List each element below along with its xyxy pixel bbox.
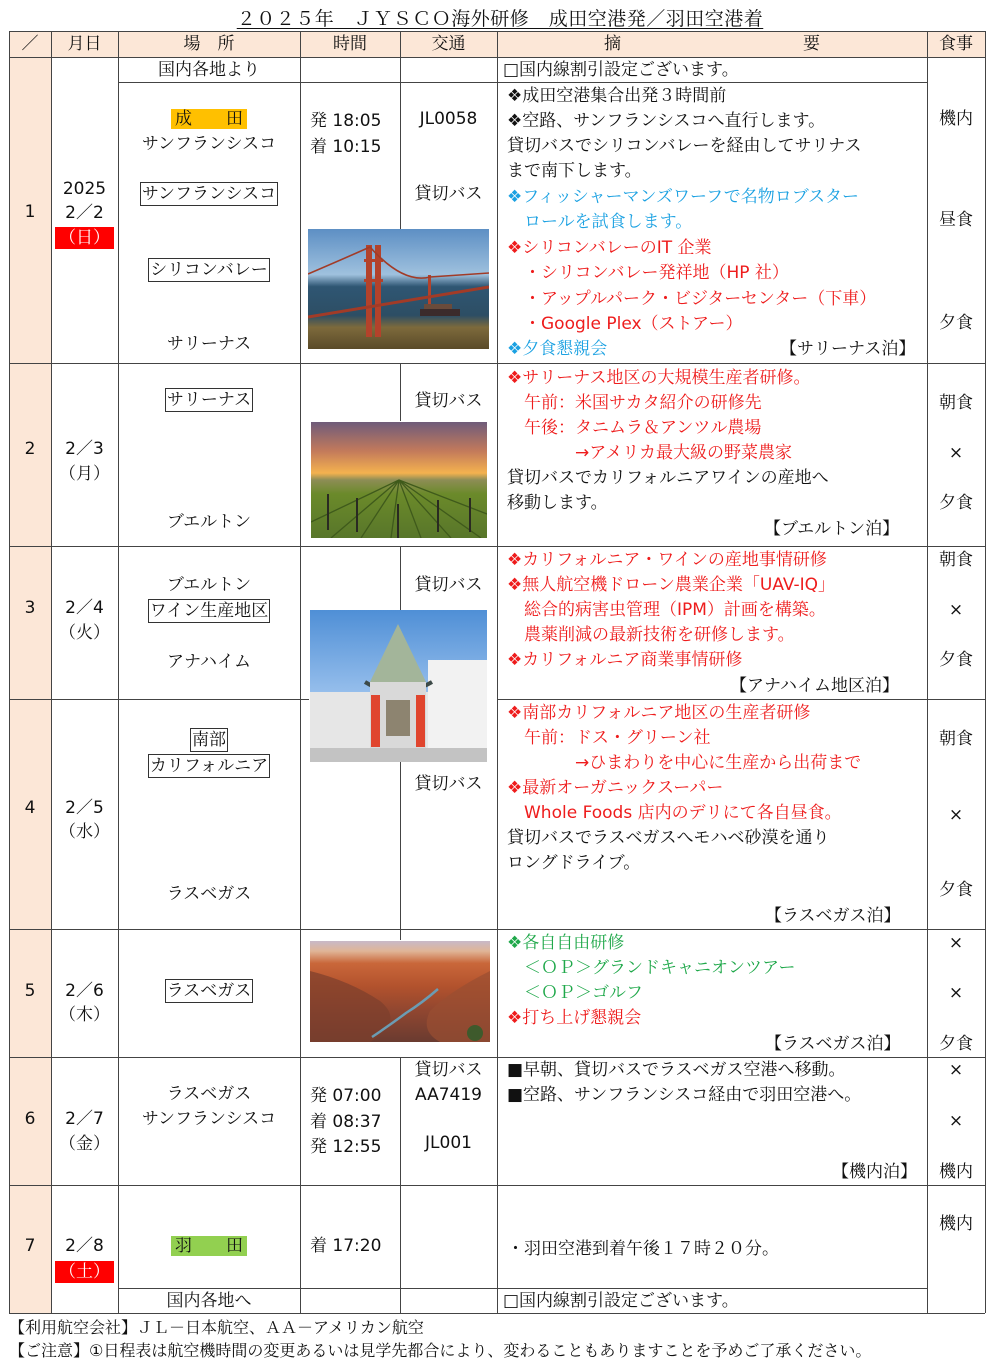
meal: 昼食 (939, 210, 973, 230)
place: ラスベガス (166, 1084, 252, 1104)
day-of-week: （金） (59, 1134, 110, 1154)
summary-line: →ひまわりを中心に生産から出荷まで (507, 753, 862, 773)
place-boxed: ワイン生産地区 (149, 601, 269, 621)
place-boxed: ラスベガス (166, 981, 252, 1001)
transport: 貸切バス (414, 575, 483, 595)
date: 2／5 (65, 798, 104, 818)
place-destination: 国内各地へ (166, 1291, 252, 1311)
header-date: 月日 (67, 34, 102, 54)
summary-line: 午後：タニムラ＆アンツル農場 (507, 418, 762, 438)
transport: AA7419 (415, 1085, 482, 1105)
summary-line: 貸切バスでカリフォルニアワインの産地へ (507, 468, 829, 488)
summary-line: 午前：米国サカタ紹介の研修先 (507, 393, 762, 413)
day-of-week-badge: （土） (51, 1260, 118, 1285)
overnight-stay: 【ラスベガス泊】 (765, 1034, 901, 1054)
transport: 貸切バス (414, 774, 483, 794)
meal: 機内 (939, 1214, 973, 1234)
summary-line: ❖成田空港集合出発３時間前 (507, 86, 727, 106)
place-departure-origin: 国内各地より (158, 60, 260, 80)
transport: JL001 (425, 1133, 472, 1153)
time: 発 12:55 (310, 1137, 382, 1157)
meal: × (948, 933, 964, 953)
place-narita: 成 田 (118, 107, 300, 132)
meal: 夕食 (939, 313, 973, 333)
disclaimer-note: 【ご注意】①日程表は航空機時間の変更あるいは見学先都合により、変わることもありますことを予めご了承ください。 (9, 1341, 872, 1360)
summary-line: 貸切バスでラスベガスへモハベ砂漠を通り (507, 828, 830, 848)
meal: × (948, 1060, 964, 1080)
summary-line: ❖各自自由研修 (507, 933, 625, 953)
meal: 朝食 (939, 550, 973, 570)
overnight-stay: 【機内泊】 (832, 1162, 917, 1182)
summary-line: 移動します。 (507, 493, 608, 513)
summary-line: ・アップルパーク・ビジターセンター（下車） (507, 289, 877, 309)
day-number: 2 (24, 439, 36, 459)
day-of-week: （月） (59, 464, 110, 484)
summary-line: ・Google Plex（ストアー） (507, 314, 743, 334)
day-number: 3 (24, 598, 36, 618)
place: サンフランシスコ (141, 1109, 277, 1129)
meal: 機内 (939, 1162, 973, 1182)
summary-pre: □国内線割引設定ございます。 (503, 60, 739, 80)
summary-line: 農薬削減の最新技術を研修します。 (507, 625, 795, 645)
summary-line: ❖夕食懇親会 (507, 339, 608, 359)
time: 発 07:00 (310, 1086, 382, 1106)
summary-line: ・シリコンバレー発祥地（HP 社） (507, 263, 789, 283)
meal: 朝食 (939, 393, 973, 413)
place-haneda: 羽 田 (118, 1234, 300, 1259)
summary-line: ・羽田空港到着午後１７時２０分。 (507, 1239, 779, 1259)
summary-line: ❖カリフォルニア商業事情研修 (507, 650, 743, 670)
day-of-week: （水） (59, 822, 110, 842)
day-number: 5 (24, 981, 36, 1001)
place-boxed: 南部 (192, 730, 226, 750)
summary-line: →アメリカ最大級の野菜農家 (507, 443, 793, 463)
place-boxed: カリフォルニア (149, 756, 269, 776)
place: ラスベガス (166, 884, 252, 904)
header-summary-right: 要 (803, 34, 820, 54)
meal: 夕食 (939, 880, 973, 900)
meal: 朝食 (939, 729, 973, 749)
summary-line: ロールを試食します。 (507, 212, 693, 232)
header-meal: 食事 (939, 34, 973, 54)
time: 発 18:05 (310, 111, 382, 131)
meal: × (948, 443, 964, 463)
summary-line: ❖無人航空機ドローン農業企業「UAV-IQ」 (507, 575, 836, 595)
place: サリーナス (166, 334, 252, 354)
header-transport: 交通 (431, 34, 466, 54)
place: ブエルトン (166, 575, 252, 595)
place: アナハイム (167, 652, 251, 672)
day-of-week: （木） (59, 1005, 110, 1025)
day-of-week-badge: （日） (51, 226, 118, 251)
grid-line (300, 31, 301, 1313)
header-summary-left: 摘 (604, 34, 621, 54)
summary-line: ❖最新オーガニックスーパー (507, 778, 724, 798)
meal: × (948, 805, 964, 825)
summary-line: ❖フィッシャーマンズワーフで名物ロブスター (507, 187, 860, 207)
overnight-stay: 【アナハイム地区泊】 (730, 676, 899, 696)
date: 2／2 (65, 203, 104, 223)
day-of-week: （火） (59, 623, 110, 643)
grid-line (985, 31, 986, 1313)
summary-line: ロングドライブ。 (507, 853, 641, 873)
meal: × (948, 1111, 964, 1131)
day-number: 7 (24, 1236, 36, 1256)
place: サンフランシスコ (141, 134, 277, 154)
grid-line (497, 699, 985, 700)
date-year: 2025 (62, 179, 107, 199)
date: 2／6 (65, 981, 104, 1001)
summary-line: ＜ＯＰ＞グランドキャニオンツアー (507, 958, 796, 978)
date: 2／8 (65, 1236, 104, 1256)
day-number: 6 (24, 1109, 36, 1129)
summary-line: ❖カリフォルニア・ワインの産地事情研修 (507, 550, 827, 570)
grand-canyon-photo (310, 941, 490, 1042)
vineyard-sunset-photo (311, 422, 487, 538)
summary-line: ❖サリーナス地区の大規模生産者研修。 (507, 368, 811, 388)
date: 2／4 (65, 598, 104, 618)
golden-gate-bridge-photo (308, 229, 489, 349)
place: ブエルトン (166, 512, 252, 532)
grid-line (497, 31, 498, 1313)
grid-line (9, 699, 309, 700)
overnight-stay: 【ラスベガス泊】 (765, 906, 901, 926)
summary-line: ❖シリコンバレーのIT 企業 (507, 238, 712, 258)
header-num: ／ (21, 34, 39, 54)
meal: × (948, 983, 964, 1003)
meal: 機内 (939, 109, 973, 129)
summary-line: ＜ＯＰ＞ゴルフ (507, 983, 643, 1003)
overnight-stay: 【サリーナス泊】 (780, 339, 916, 359)
summary-line: 総合的病害虫管理（IPM）計画を構築。 (507, 600, 826, 620)
summary-line: 午前：ドス・グリーン社 (507, 728, 711, 748)
place-boxed: サリーナス (166, 390, 252, 410)
header-time: 時間 (333, 34, 367, 54)
place-boxed: シリコンバレー (150, 260, 268, 280)
day-number: 4 (24, 798, 36, 818)
date: 2／7 (65, 1109, 104, 1129)
meal: 夕食 (939, 1034, 973, 1054)
meal: × (948, 600, 964, 620)
date: 2／3 (65, 439, 104, 459)
summary-line: ❖空路、サンフランシスコへ直行します。 (507, 111, 826, 131)
summary-line: ■空路、サンフランシスコ経由で羽田空港へ。 (507, 1085, 862, 1105)
summary-post: □国内線割引設定ございます。 (503, 1291, 739, 1311)
summary-line: 貸切バスでシリコンバレーを経由してサリナス (507, 136, 862, 156)
header-place: 場 所 (183, 34, 235, 54)
time: 着 10:15 (310, 137, 382, 157)
page-title: ２０２５年 ＪＹＳＣＯ海外研修 成田空港発／羽田空港着 (236, 8, 764, 30)
transport: 貸切バス (414, 391, 483, 411)
time: 着 08:37 (310, 1112, 382, 1132)
time: 着 17:20 (310, 1236, 382, 1256)
transport: 貸切バス (414, 184, 483, 204)
transport: JL0058 (419, 109, 478, 129)
summary-line: ❖打ち上げ懇親会 (507, 1008, 642, 1028)
summary-line: ■早朝、貸切バスでラスベガス空港へ移動。 (507, 1060, 846, 1080)
place-boxed: サンフランシスコ (141, 184, 277, 204)
airlines-note: 【利用航空会社】ＪＬ－日本航空、ＡＡ－アメリカン航空 (9, 1318, 424, 1337)
overnight-stay: 【ブエルトン泊】 (764, 519, 900, 539)
summary-line: Whole Foods 店内のデリにて各自昼食。 (507, 803, 842, 823)
summary-line: まで南下します。 (507, 161, 642, 181)
day-number: 1 (24, 202, 36, 222)
summary-line: ❖南部カリフォルニア地区の生産者研修 (507, 703, 811, 723)
meal: 夕食 (939, 493, 973, 513)
meal: 夕食 (939, 650, 973, 670)
transport: 貸切バス (414, 1060, 483, 1080)
chinese-theatre-photo (310, 610, 487, 762)
